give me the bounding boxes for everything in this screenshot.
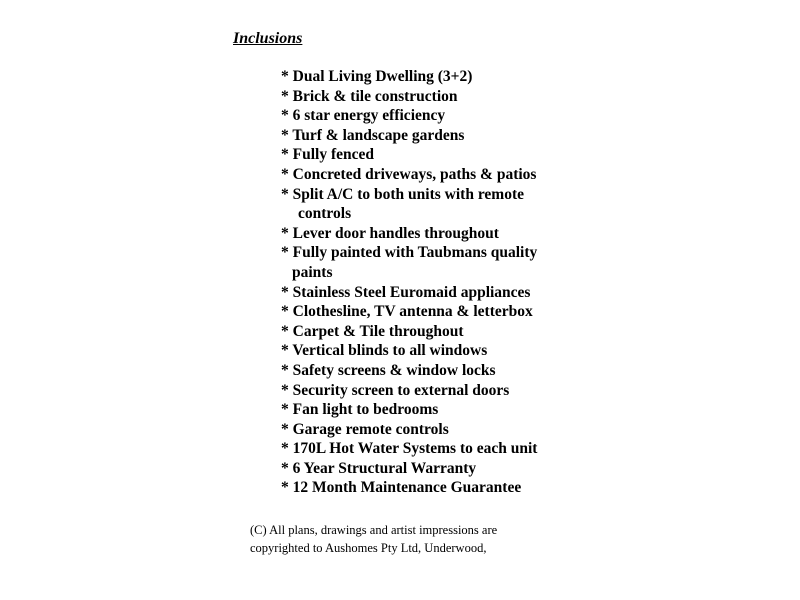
list-item bbox=[281, 87, 537, 107]
list-item bbox=[281, 283, 537, 303]
list-item bbox=[281, 106, 537, 126]
list-item-text: * Turf & landscape gardens bbox=[281, 126, 465, 144]
inclusions-heading: Inclusions bbox=[233, 30, 303, 47]
list-item-text: * Fan light to bedrooms bbox=[281, 401, 439, 419]
list-item bbox=[281, 361, 537, 381]
inclusions-list bbox=[281, 67, 537, 498]
list-item-text: * Fully painted with Taubmans quality bbox=[281, 244, 538, 262]
list-item bbox=[281, 459, 537, 479]
list-item-text: * Clothesline, TV antenna & letterbox bbox=[281, 303, 533, 321]
list-item bbox=[281, 478, 537, 498]
list-item-continuation: controls bbox=[298, 205, 352, 223]
list-item-text: * Vertical blinds to all windows bbox=[281, 342, 488, 360]
list-item-text: * Garage remote controls bbox=[281, 420, 449, 438]
copyright-line: copyrighted to Aushomes Pty Ltd, Underwood, bbox=[250, 541, 487, 555]
list-item-text: * Brick & tile construction bbox=[281, 87, 458, 105]
list-item bbox=[281, 400, 537, 420]
list-item-text: * Carpet & Tile throughout bbox=[281, 322, 464, 340]
list-item bbox=[281, 341, 537, 361]
copyright-notice bbox=[250, 521, 497, 557]
list-item bbox=[281, 165, 537, 185]
list-item bbox=[281, 381, 537, 401]
list-item bbox=[281, 302, 537, 322]
list-item-text: * 6 Year Structural Warranty bbox=[281, 459, 477, 477]
list-item bbox=[281, 126, 537, 146]
list-item-continuation: paints bbox=[292, 263, 333, 281]
list-item-text: * Split A/C to both units with remote bbox=[281, 185, 524, 203]
list-item bbox=[281, 145, 537, 165]
list-item bbox=[281, 224, 537, 244]
list-item bbox=[281, 67, 537, 87]
list-item bbox=[281, 439, 537, 459]
list-item bbox=[281, 420, 537, 440]
list-item-text: * Stainless Steel Euromaid appliances bbox=[281, 283, 531, 301]
list-item-text: * 12 Month Maintenance Guarantee bbox=[281, 479, 522, 497]
list-item-text: * Safety screens & window locks bbox=[281, 361, 496, 379]
list-item-text: * Lever door handles throughout bbox=[281, 224, 499, 242]
list-item-text: * 6 star energy efficiency bbox=[281, 107, 446, 125]
list-item-text: * Fully fenced bbox=[281, 146, 374, 164]
list-item bbox=[281, 185, 537, 224]
list-item-text: * Security screen to external doors bbox=[281, 381, 510, 399]
list-item-text: * 170L Hot Water Systems to each unit bbox=[281, 440, 538, 458]
copyright-line: (C) All plans, drawings and artist impressions are bbox=[250, 523, 498, 537]
list-item bbox=[281, 243, 537, 282]
list-item-text: * Dual Living Dwelling (3+2) bbox=[281, 68, 473, 85]
list-item bbox=[281, 322, 537, 342]
list-item-text: * Concreted driveways, paths & patios bbox=[281, 165, 537, 183]
